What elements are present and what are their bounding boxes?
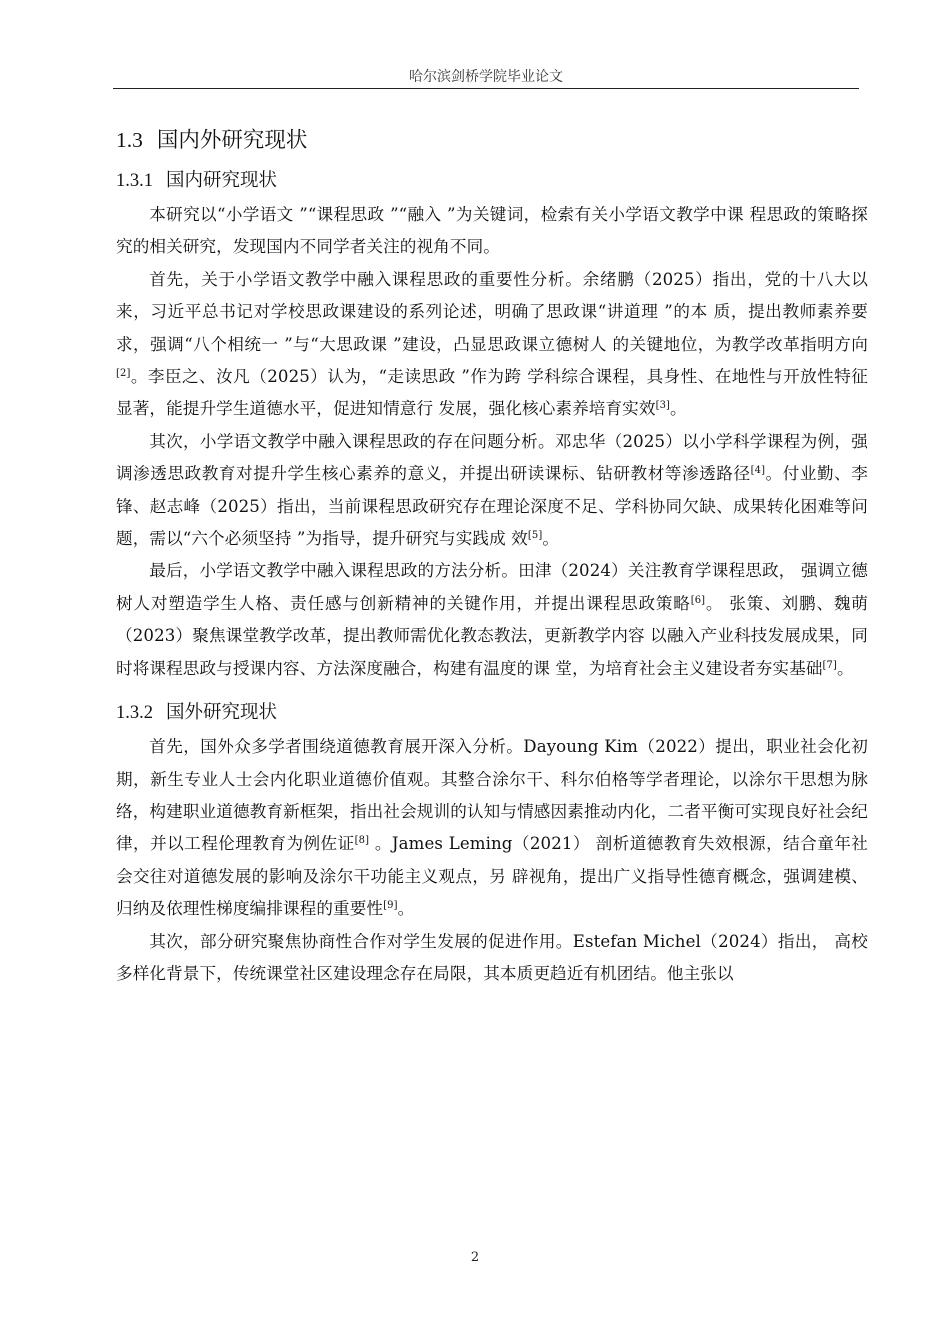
paragraph-text: 。李臣之、汝凡（2025）认为，“走读思政 ”作为跨 学科综合课程，具身性、在地性与开放性特征显著，能提升学生道德水平，促进知情意行 发展，强化核心素养培育实效 [116, 367, 868, 419]
paragraph-text: 。 [397, 899, 415, 919]
citation-ref: [7] [822, 659, 837, 671]
paragraph-methods [116, 555, 868, 685]
paragraph-text: 。 [670, 399, 687, 419]
paragraph-text: 。 [836, 658, 854, 678]
subsection-number: 1.3.2 [116, 703, 153, 724]
citation-ref: [8] [354, 835, 370, 847]
paragraph-collaboration: 其次，部分研究聚焦协商性合作对学生发展的促进作用。Estefan Michel（2024）指出， 高校多样化背景下，传统课堂社区建设理念存在局限，其本质更趋近有机团结。他主张以 [116, 931, 868, 983]
section-heading [116, 120, 868, 160]
citation-ref: [4] [750, 465, 766, 477]
subsection-heading-domestic [116, 163, 868, 199]
paragraph-problems [116, 426, 868, 556]
citation-ref: [3] [655, 400, 671, 412]
paragraph-text: 最后，小学语文教学中融入课程思政的方法分析。田津（2024）关注教育学课程思政， 强调立德树人对塑造学生人格、责任感与创新精神的关键作用，并提出课程思政策略 [116, 561, 868, 613]
section-title: 国内外研究现状 [156, 128, 308, 153]
paragraph-text: 。 [542, 529, 560, 549]
header-divider [113, 88, 859, 89]
subsection-number: 1.3.1 [116, 171, 153, 191]
section-number: 1.3 [116, 128, 143, 152]
paragraph-text: 其次，小学语文教学中融入课程思政的存在问题分析。邓忠华（2025）以小学科学课程为例，强调渗透思政教育对提升学生核心素养的意义，并提出研读课标、钻研教材等渗透路径 [116, 431, 868, 484]
page-body [116, 120, 868, 990]
paragraph-text: 。付业勤、李锋、赵志峰（2025）指出，当前课程思政研究存在理论深度不足、学科协同欠缺、成果转化困难等问题，需以“六个必须坚持 ”为指导，提升研究与实践成 效 [116, 464, 868, 549]
paragraph-intro: 本研究以“小学语文 ”“课程思政 ”“融入 ”为关键词，检索有关小学语文教学中课 程思政的策略探究的相关研究，发现国内不同学者关注的视角不同。 [116, 205, 868, 257]
paragraph-moral-education [116, 731, 868, 925]
citation-ref: [5] [527, 530, 543, 542]
paragraph-text: 。 张策、刘鹏、魏萌（2023）聚焦课堂教学改革，提出教师需优化教态教法，更新教学内容 以融入产业科技发展成果，同时将课程思政与授课内容、方法深度融合，构建有温度的课 堂，为培育社会主义建设者夯实基础 [116, 593, 868, 678]
subsection-heading-foreign [116, 695, 868, 731]
running-header: 哈尔滨剑桥学院毕业论文 [409, 69, 563, 85]
page-number: 2 [470, 1250, 480, 1265]
citation-ref: [9] [383, 900, 398, 912]
subsection-title: 国外研究现状 [166, 702, 278, 724]
paragraph-text: 首先，国外众多学者围绕道德教育展开深入分析。Dayoung Kim（2022）提出，职业社会化初期，新生专业人士会内化职业道德价值观。其整合涂尔干、科尔伯格等学者理论，以涂尔干思想为脉络，构建职业道德教育新框架，指出社会规训的认知与情感因素推动内化，二者平衡可实现良好社会纪律，并以工程伦理教育为例佐证 [116, 737, 868, 854]
citation-ref: [2] [116, 368, 131, 380]
paragraph-text: 首先，关于小学语文教学中融入课程思政的重要性分析。余绪鹏（2025）指出，党的十八大以来，习近平总书记对学校思政课建设的系列论述，明确了思政课“讲道理 ”的本 质，提出教师素养要求，强调“八个相统一 ”与“大思政课 ”建设，凸显思政课立德树人 的关键地位，为教学改革指明方向 [116, 269, 868, 354]
paragraph-text: 。James Leming（2021） 剖析道德教育失效根源，结合童年社会交往对道德发展的影响及涂尔干功能主义观点，另 辟视角，提出广义指导性德育概念，强调建模、归纳及依理性梯度编排课程的重要性 [116, 834, 868, 919]
subsection-title: 国内研究现状 [166, 170, 278, 191]
citation-ref: [6] [690, 594, 706, 606]
paragraph-importance [116, 264, 868, 426]
